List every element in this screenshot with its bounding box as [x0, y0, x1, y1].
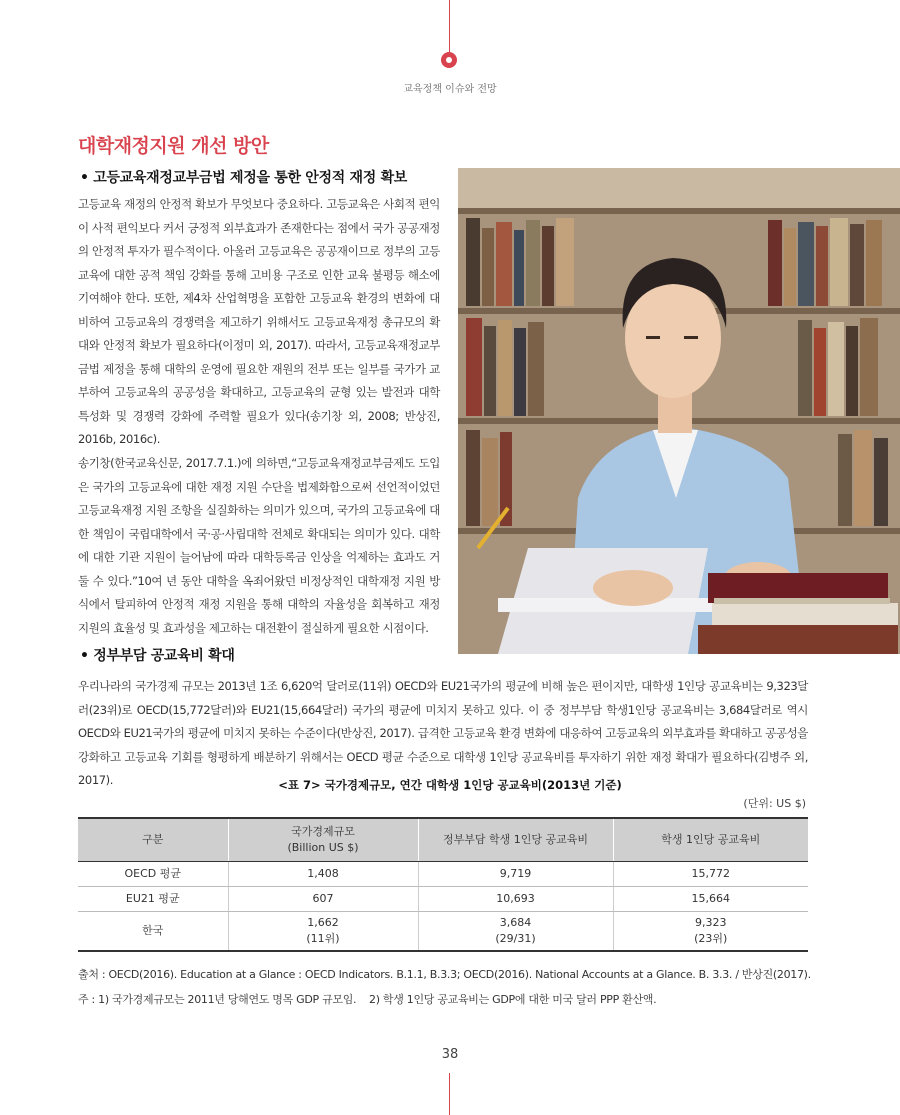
source-note: 출처 : OECD(2016). Education at a Glance : OECD Indicators. B.1.1, B.3.3; OECD(2016). National Accounts at a Glance. B. 3.3. / 반상진(2017). [78, 968, 811, 981]
cell-label: 한국 [78, 912, 228, 952]
top-decorative-line [449, 0, 450, 52]
header-gdp [228, 818, 418, 862]
cell-gov-rank: (29/31) [495, 932, 536, 945]
cell-total [613, 912, 808, 952]
cell-total-rank: (23위) [694, 932, 728, 945]
subheading-public-expenditure: • 정부부담 공교육비 확대 [80, 648, 235, 664]
paragraph-3: 우리나라의 국가경제 규모는 2013년 1조 6,620억 달러로(11위) OECD와 EU21국가의 평균에 비해 높은 편이지만, 대학생 1인당 공교육비는 9,323달러(23위)로 OECD(15,772달러)와 EU21(15,664달러) 국가의 평균에 미치지 못하고 있다. 이 중 정부부담 학생1인당 공교육비는 3,684달러로 역시 OECD와 EU21국가의 평균에 미치지 못하는 수준이다(반상진, 2017). 급격한 고등교육 환경 변화에 대응하여 고등교육의 외부효과를 확대하고 공공성을 강화하고 고등교육 기회를 형평하게 배분하기 위해서는 OECD 평균 수준으로 대학생 1인당 공교육비를 투자하기 위한 재정 확대가 필요하다(김병주 외, 2017). [78, 679, 808, 787]
header-gdp-label: 국가경제규모 [291, 825, 355, 838]
cell-total: 15,772 [613, 862, 808, 887]
footnote: 주 : 1) 국가경제규모는 2011년 당해연도 명목 GDP 규모임. 2) 학생 1인당 공교육비는 GDP에 대한 미국 달러 PPP 환산액. [78, 993, 657, 1006]
table-row [78, 912, 808, 952]
running-header: 교육정책 이슈와 전망 [403, 84, 497, 95]
cell-label: OECD 평균 [78, 862, 228, 887]
table-row [78, 862, 808, 887]
cell-gov-value: 3,684 [499, 916, 532, 929]
cell-label: EU21 평균 [78, 887, 228, 912]
cell-gdp [228, 912, 418, 952]
header-category: 구분 [78, 818, 228, 862]
subheading-finance-law: • 고등교육재정교부금법 제정을 통한 안정적 재정 확보 [80, 170, 408, 186]
cell-gdp: 607 [228, 887, 418, 912]
cell-gov: 10,693 [418, 887, 613, 912]
student-illustration [458, 168, 900, 654]
student-photo [458, 168, 900, 654]
cell-gdp-rank: (11위) [306, 932, 340, 945]
table-unit: (단위: US $) [743, 797, 806, 810]
table-row [78, 887, 808, 912]
header-gdp-unit: (Billion US $) [287, 841, 359, 854]
cell-total: 15,664 [613, 887, 808, 912]
expenditure-table [78, 817, 808, 952]
header-total-expenditure: 학생 1인당 공교육비 [613, 818, 808, 862]
paragraph-1: 고등교육 재정의 안정적 확보가 무엇보다 중요하다. 고등교육은 사회적 편익이 사적 편익보다 커서 긍정적 외부효과가 존재한다는 점에서 국가 공공재정의 안정적 투자가 필수적이다. 아울러 고등교육은 공공재이므로 정부의 고등교육에 대한 공적 책임 강화를 통해 고비용 구조로 인한 교육 불평등 해소에 기여해야 한다. 또한, 제4차 산업혁명을 포함한 고등교육 환경의 변화에 대비하여 고등교육의 경쟁력을 제고하기 위해서도 고등교육재정 총규모의 확대와 안정적 확보가 필요하다(이정미 외, 2017). 따라서, 고등교육재정교부금법 제정을 통해 대학의 운영에 필요한 재원의 전부 또는 일부를 국가가 교부하여 고등교육의 공공성을 확대하고, 고등교육의 균형 있는 발전과 대학 특성화 및 경쟁력 강화에 주력할 필요가 있다(송기창 외, 2008; 반상진, 2016b, 2016c). [78, 197, 440, 446]
cell-gov: 9,719 [418, 862, 613, 887]
cell-gov [418, 912, 613, 952]
bottom-decorative-line [449, 1073, 450, 1115]
table-caption: <표 7> 국가경제규모, 연간 대학생 1인당 공교육비(2013년 기준) [278, 778, 622, 792]
cell-gdp: 1,408 [228, 862, 418, 887]
cell-total-value: 9,323 [695, 916, 727, 929]
paragraph-2: 송기창(한국교육신문, 2017.7.1.)에 의하면,“고등교육재정교부금제도 도입은 국가의 고등교육에 대한 재정 지원 수단을 법제화함으로써 선언적이었던 고등교육재정 지원 조항을 실질화하는 의미가 있으며, 국가의 고등교육에 대한 책임이 국립대학에서 국·공·사립대학 전체로 확대되는 의미가 있다. 대학에 대한 기관 지원이 늘어남에 따라 대학등록금 인상을 억제하는 효과도 거둘 수 있다.”10여 년 동안 대학을 옥죄어왔던 비정상적인 대학재정 지원 방식에서 탈피하여 안정적 재정 지원을 통해 대학의 자율성을 회복하고 재정 지원의 효율성 및 효과성을 제고하는 대전환이 절실하게 필요한 시점이다. [78, 456, 440, 635]
section-title: 대학재정지원 개선 방안 [78, 135, 269, 157]
header-dot-icon [441, 52, 457, 68]
cell-gdp-value: 1,662 [307, 916, 339, 929]
header-gov-expenditure: 정부부담 학생 1인당 공교육비 [418, 818, 613, 862]
table-header-row [78, 818, 808, 862]
page-number: 38 [441, 1047, 459, 1062]
